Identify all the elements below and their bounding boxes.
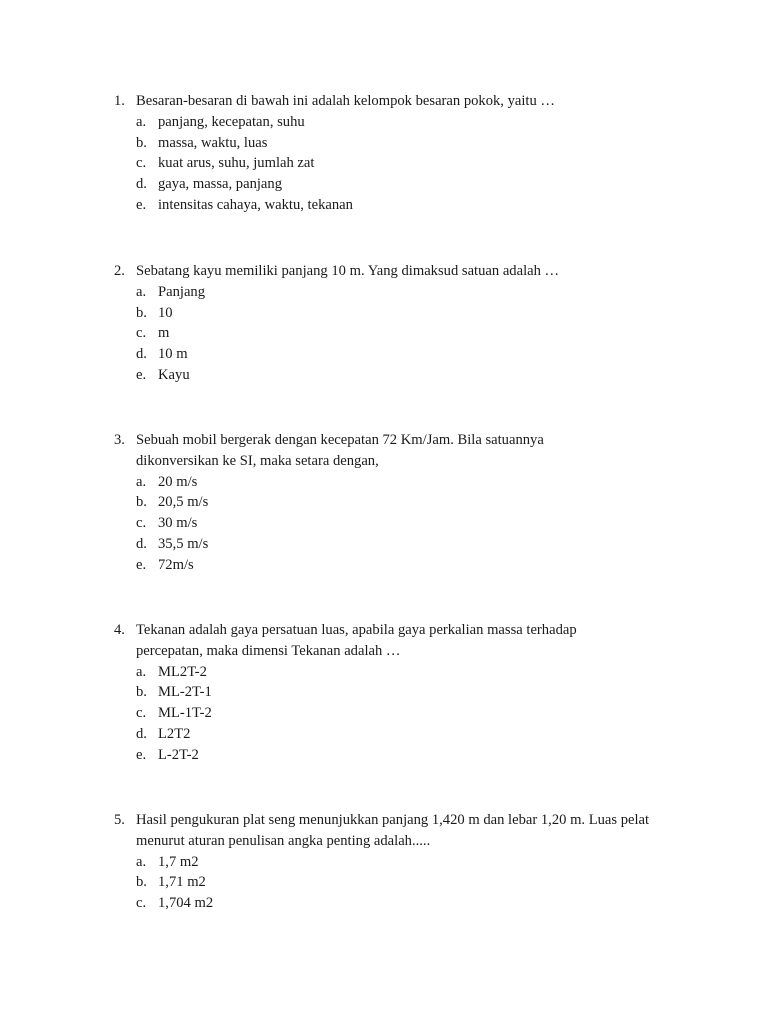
option-text: Kayu — [158, 366, 190, 383]
option-e — [114, 555, 714, 576]
question-number: 5. — [114, 812, 125, 828]
option-letter: a. — [136, 283, 147, 300]
option-text: ML-1T-2 — [158, 705, 212, 722]
option-letter: e. — [136, 366, 147, 383]
option-text: gaya, massa, panjang — [158, 176, 283, 193]
option-letter: b. — [136, 134, 147, 151]
option-letter: d. — [136, 346, 147, 363]
question-2 — [114, 261, 714, 386]
question-text: Sebuah mobil bergerak dengan kecepatan 72 Km/Jam. Bila satuannya — [136, 432, 544, 448]
option-text: 72m/s — [158, 556, 194, 573]
question-stem-line — [114, 641, 714, 662]
option-letter: c. — [136, 155, 147, 172]
question-stem-line — [114, 430, 714, 451]
option-e — [114, 195, 714, 216]
option-text: ML-2T-1 — [158, 684, 212, 701]
option-c — [114, 893, 714, 914]
option-letter: d. — [136, 535, 147, 552]
option-c — [114, 513, 714, 534]
question-text: Tekanan adalah gaya persatuan luas, apabila gaya perkalian massa terhadap — [136, 622, 577, 638]
option-b — [114, 303, 714, 324]
option-text: 10 m — [158, 346, 188, 363]
question-stem-line — [114, 261, 714, 282]
option-letter: a. — [136, 853, 147, 870]
question-number: 3. — [114, 432, 125, 448]
option-text: m — [158, 325, 170, 342]
question-text: percepatan, maka dimensi Tekanan adalah … — [136, 642, 401, 659]
option-a — [114, 472, 714, 493]
option-text: 1,71 m2 — [158, 874, 206, 891]
question-number: 1. — [114, 93, 125, 109]
option-letter: c. — [136, 895, 147, 912]
question-text: menurut aturan penulisan angka penting adalah..... — [136, 832, 431, 849]
option-letter: b. — [136, 874, 147, 891]
question-1 — [114, 91, 714, 216]
option-b — [114, 682, 714, 703]
option-letter: e. — [136, 196, 147, 213]
question-stem-line — [114, 831, 714, 852]
option-text: L2T2 — [158, 725, 191, 742]
question-stem-line — [114, 451, 714, 472]
option-text: intensitas cahaya, waktu, tekanan — [158, 196, 353, 213]
option-c — [114, 153, 714, 174]
option-a — [114, 852, 714, 873]
option-text: ML2T-2 — [158, 663, 207, 680]
option-text: L-2T-2 — [158, 746, 199, 763]
question-3 — [114, 430, 714, 576]
option-a — [114, 662, 714, 683]
option-letter: c. — [136, 705, 147, 722]
option-letter: c. — [136, 325, 147, 342]
option-d — [114, 724, 714, 745]
question-5 — [114, 810, 714, 914]
option-d — [114, 344, 714, 365]
option-text: 1,704 m2 — [158, 895, 214, 912]
option-a — [114, 112, 714, 133]
option-text: 20 m/s — [158, 473, 198, 490]
question-text: Hasil pengukuran plat seng menunjukkan panjang 1,420 m dan lebar 1,20 m. Luas pelat — [136, 812, 650, 828]
option-d — [114, 534, 714, 555]
option-text: 35,5 m/s — [158, 535, 209, 552]
option-b — [114, 872, 714, 893]
option-letter: b. — [136, 494, 147, 511]
option-letter: e. — [136, 556, 147, 573]
option-letter: d. — [136, 725, 147, 742]
question-number: 4. — [114, 622, 125, 638]
question-number: 2. — [114, 263, 125, 279]
option-e — [114, 365, 714, 386]
question-text: dikonversikan ke SI, maka setara dengan, — [136, 452, 379, 469]
option-text: panjang, kecepatan, suhu — [158, 113, 305, 130]
option-text: massa, waktu, luas — [158, 134, 268, 151]
option-text: 1,7 m2 — [158, 853, 199, 870]
question-4 — [114, 620, 714, 766]
option-c — [114, 323, 714, 344]
option-letter: a. — [136, 113, 147, 130]
option-text: 30 m/s — [158, 515, 198, 532]
question-stem-line — [114, 91, 714, 112]
option-letter: e. — [136, 746, 147, 763]
option-e — [114, 745, 714, 766]
question-text: Besaran-besaran di bawah ini adalah kelompok besaran pokok, yaitu … — [136, 93, 556, 109]
option-letter: b. — [136, 304, 147, 321]
option-letter: a. — [136, 663, 147, 680]
question-text: Sebatang kayu memiliki panjang 10 m. Yang dimaksud satuan adalah … — [136, 263, 560, 279]
option-letter: a. — [136, 473, 147, 490]
option-letter: d. — [136, 176, 147, 193]
option-letter: b. — [136, 684, 147, 701]
question-stem-line — [114, 620, 714, 641]
option-text: kuat arus, suhu, jumlah zat — [158, 155, 315, 172]
option-text: 10 — [158, 304, 173, 321]
option-b — [114, 133, 714, 154]
question-stem-line — [114, 810, 714, 831]
option-b — [114, 492, 714, 513]
option-c — [114, 703, 714, 724]
option-text: 20,5 m/s — [158, 494, 209, 511]
option-d — [114, 174, 714, 195]
option-letter: c. — [136, 515, 147, 532]
option-a — [114, 282, 714, 303]
option-text: Panjang — [158, 283, 206, 300]
